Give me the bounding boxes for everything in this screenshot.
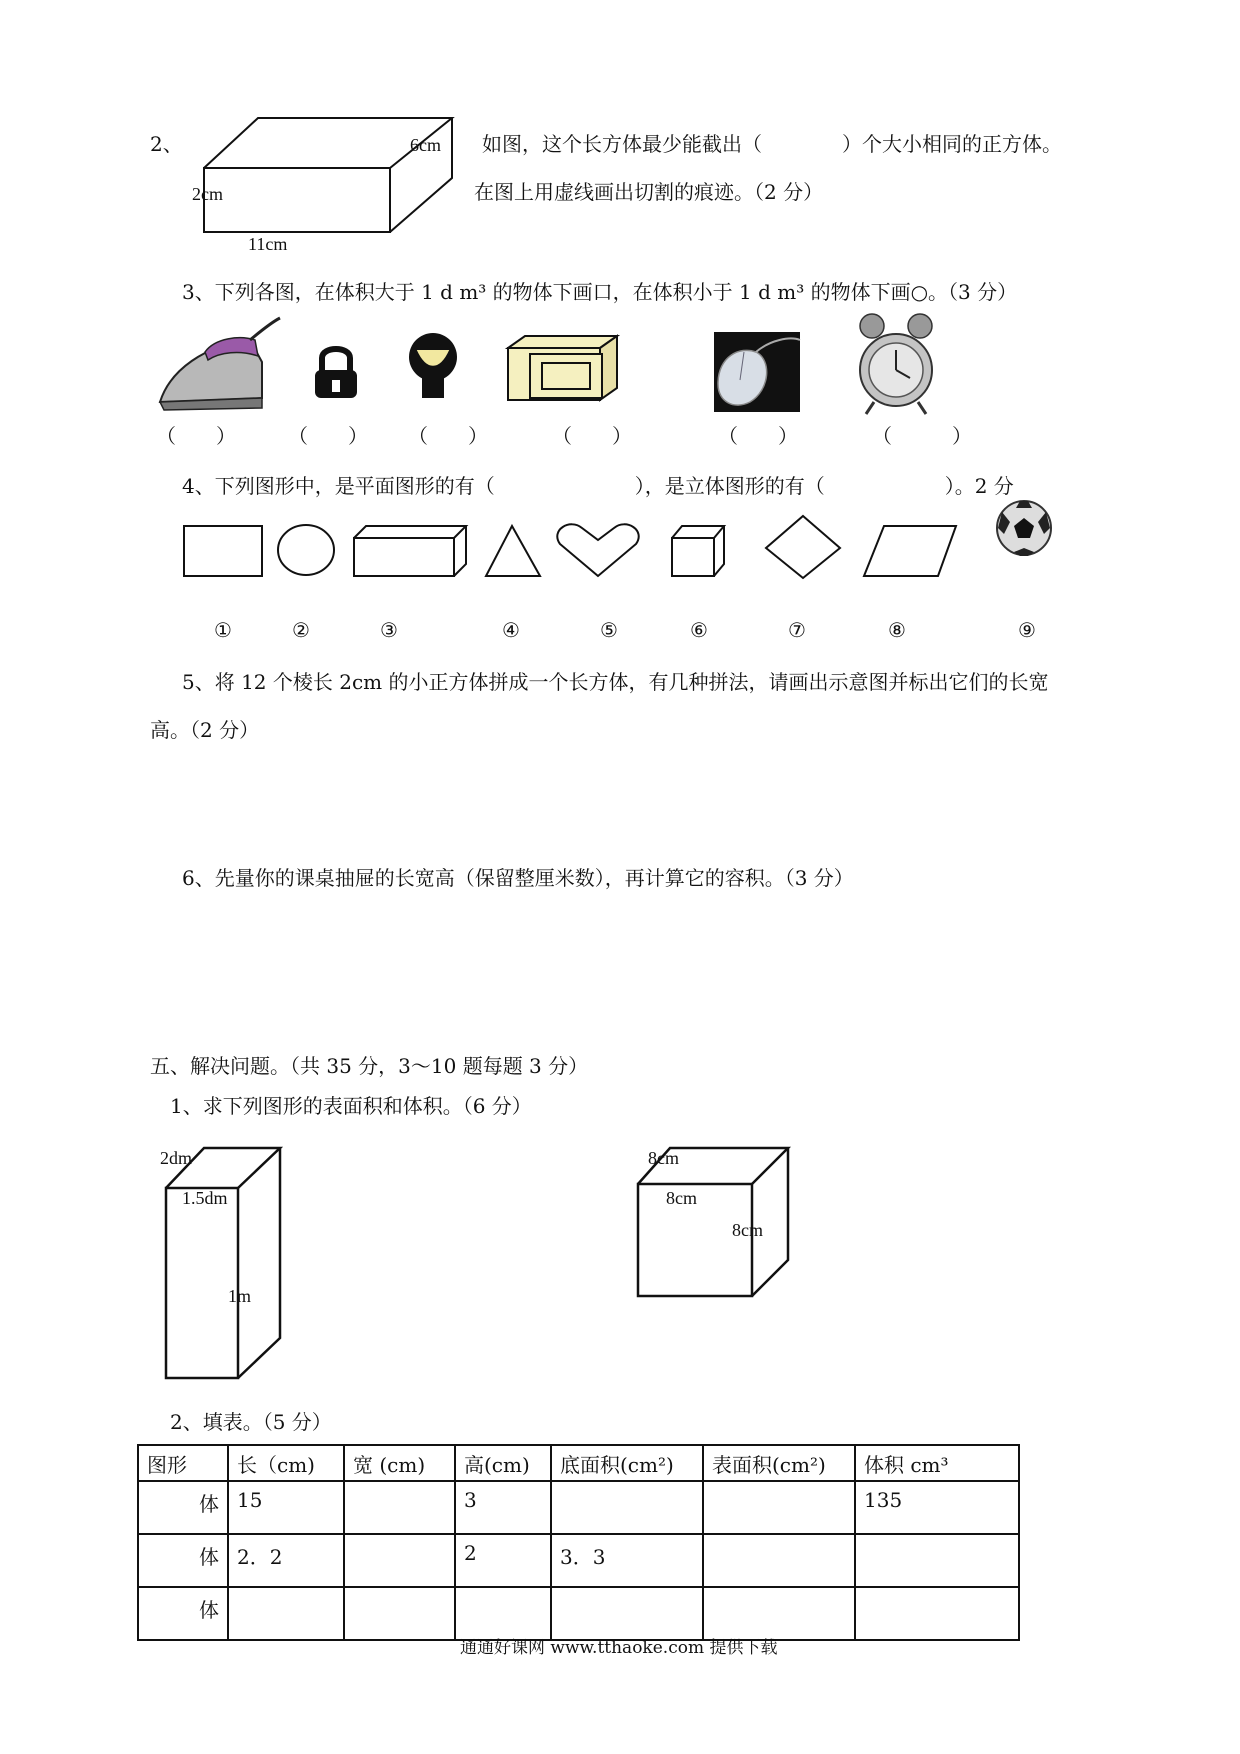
table-cell[interactable] <box>228 1587 344 1640</box>
table-cell[interactable] <box>703 1534 855 1587</box>
table-row <box>138 1534 1019 1587</box>
q4-num-1: ① <box>214 618 232 642</box>
q4-num-5: ⑤ <box>600 618 618 642</box>
cube-figure <box>638 1148 788 1296</box>
monitor-icon <box>508 336 617 400</box>
q3-blank-1[interactable]: （ ） <box>156 424 236 448</box>
q2-line1: 如图，这个长方体最少能截出（ ）个大小相同的正方体。 <box>482 132 1062 156</box>
q6-text: 6、先量你的课桌抽屉的长宽高（保留整厘米数），再计算它的容积。（3 分） <box>182 866 854 890</box>
q4-num-9: ⑨ <box>1018 618 1036 642</box>
table-cell[interactable]: 2．2 <box>228 1534 344 1587</box>
q2-number: 2、 <box>150 132 183 156</box>
q5-line1: 5、将 12 个棱长 2cm 的小正方体拼成一个长方体，有几种拼法，请画出示意图并标出它们的长宽 <box>182 670 1049 694</box>
rectangle-shape <box>184 526 262 576</box>
q4-num-7: ⑦ <box>788 618 806 642</box>
iron-icon <box>160 318 280 410</box>
table-header: 宽 (cm) <box>344 1445 455 1481</box>
q3-blank-4[interactable]: （ ） <box>552 424 632 448</box>
table-cell[interactable]: 3．3 <box>551 1534 703 1587</box>
table-cell[interactable]: 2 <box>455 1534 551 1587</box>
cuboid-length-label: 11cm <box>248 234 288 254</box>
table-header: 体积 cm³ <box>855 1445 1019 1481</box>
table-cell[interactable] <box>344 1587 455 1640</box>
tall-prism-figure <box>166 1148 280 1378</box>
cube-label-a: 8cm <box>648 1148 679 1168</box>
table-header: 图形 <box>138 1445 228 1481</box>
table-cell[interactable] <box>855 1587 1019 1640</box>
table-header: 长（cm) <box>228 1445 344 1481</box>
table-header: 底面积(cm²) <box>551 1445 703 1481</box>
table-cell[interactable] <box>455 1587 551 1640</box>
table-cell[interactable] <box>344 1534 455 1587</box>
q4-num-6: ⑥ <box>690 618 708 642</box>
cuboid-height-label: 2cm <box>192 184 223 204</box>
table-cell[interactable]: 135 <box>855 1481 1019 1534</box>
table-header: 高(cm) <box>455 1445 551 1481</box>
parallelogram-shape <box>864 526 956 576</box>
q3-text: 3、下列各图，在体积大于 1 d m³ 的物体下画口，在体积小于 1 d m³ 的物体下画○。（3 分） <box>182 280 1018 304</box>
table-cell: 体 <box>138 1534 228 1587</box>
diamond-shape <box>766 516 840 578</box>
q3-blank-6[interactable]: （ ） <box>872 424 972 448</box>
q2-line2: 在图上用虚线画出切割的痕迹。（2 分） <box>474 180 824 204</box>
prism-label-c: 1m <box>228 1286 252 1306</box>
q3-blank-5[interactable]: （ ） <box>718 424 798 448</box>
table-cell: 体 <box>138 1587 228 1640</box>
section5-title: 五、解决问题。（共 35 分，3～10 题每题 3 分） <box>150 1054 589 1078</box>
heart-shape <box>557 524 638 576</box>
prism-label-a: 2dm <box>160 1148 193 1168</box>
q4-num-2: ② <box>292 618 310 642</box>
cube-label-c: 8cm <box>732 1220 763 1240</box>
cube-label-b: 8cm <box>666 1188 697 1208</box>
q4-num-4: ④ <box>502 618 520 642</box>
table-row <box>138 1481 1019 1534</box>
q3-blank-3[interactable]: （ ） <box>408 424 488 448</box>
section5-q1: 1、求下列图形的表面积和体积。（6 分） <box>170 1094 532 1118</box>
triangle-shape <box>486 526 540 576</box>
table-cell[interactable] <box>703 1481 855 1534</box>
table-row <box>138 1587 1019 1640</box>
fill-table <box>137 1444 1020 1641</box>
footer-text: 通通好课网 www.tthaoke.com 提供下载 <box>460 1638 778 1658</box>
soccer-ball-shape <box>997 501 1051 556</box>
lock-icon <box>315 349 357 398</box>
table-cell[interactable] <box>551 1587 703 1640</box>
q5-line2: 高。（2 分） <box>150 718 260 742</box>
cuboid-width-label: 6cm <box>410 135 441 155</box>
table-cell[interactable] <box>703 1587 855 1640</box>
cube-shape <box>672 526 724 576</box>
section5-q2: 2、填表。（5 分） <box>170 1410 332 1434</box>
circle-shape <box>278 525 334 575</box>
table-header: 表面积(cm²) <box>703 1445 855 1481</box>
alarm-clock-icon <box>860 314 932 414</box>
table-cell[interactable]: 15 <box>228 1481 344 1534</box>
table-cell[interactable] <box>551 1481 703 1534</box>
table-cell[interactable] <box>855 1534 1019 1587</box>
q4-text: 4、下列图形中，是平面图形的有（ ），是立体图形的有（ ）。2 分 <box>182 474 1014 498</box>
table-cell[interactable]: 3 <box>455 1481 551 1534</box>
q4-num-3: ③ <box>380 618 398 642</box>
q3-blank-2[interactable]: （ ） <box>288 424 368 448</box>
table-cell[interactable] <box>344 1481 455 1534</box>
mouse-icon <box>714 332 800 412</box>
prism-label-b: 1.5dm <box>182 1188 228 1208</box>
table-cell: 体 <box>138 1481 228 1534</box>
bulb-icon <box>409 333 457 398</box>
q4-num-8: ⑧ <box>888 618 906 642</box>
table-header-row <box>138 1445 1019 1481</box>
cuboid-shape <box>354 526 466 576</box>
